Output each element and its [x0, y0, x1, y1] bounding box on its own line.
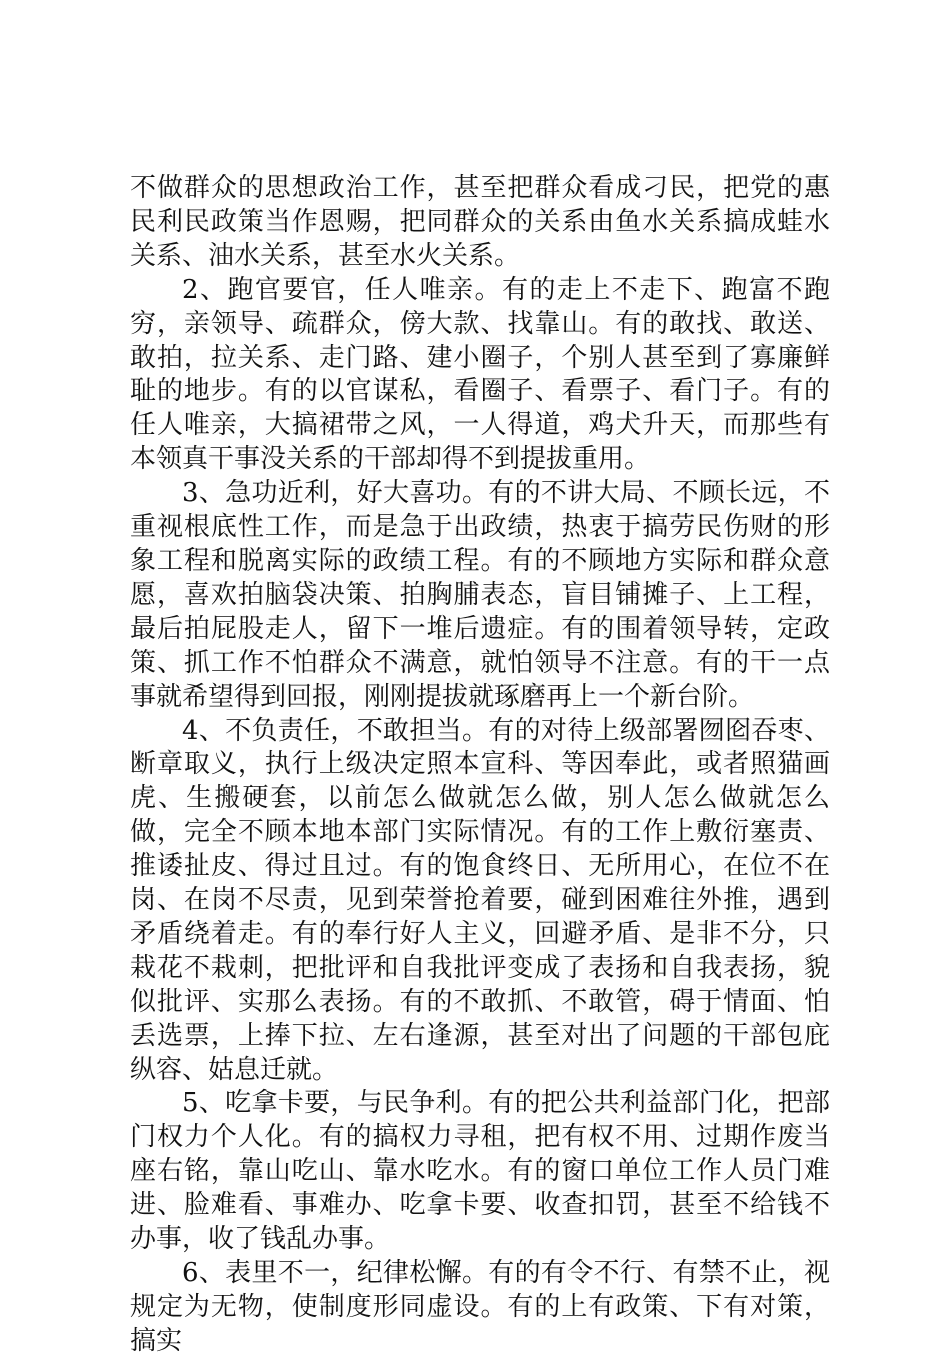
paragraph-item-3: 3、急功近利，好大喜功。有的不讲大局、不顾长远，不重视根底性工作，而是急于出政绩，热衷于搞劳民伤财的形象工程和脱离实际的政绩工程。有的不顾地方实际和群众意愿，喜欢拍脑袋决策、拍胸脯表态，盲目铺摊子、上工程，最后拍屁股走人，留下一堆后遗症。有的围着领导转，定政策、抓工作不怕群众不满意，就怕领导不注意。有的干一点事就希望得到回报，刚刚提拔就琢磨再上一个新台阶。 [130, 478, 830, 712]
document-page [130, 172, 830, 1359]
paragraph-item-2: 2、跑官要官，任人唯亲。有的走上不走下、跑富不跑穷，亲领导、疏群众，傍大款、找靠山。有的敢找、敢送、敢拍，拉关系、走门路、建小圈子，个别人甚至到了寡廉鲜耻的地步。有的以官谋私，看圈子、看票子、看门子。有的任人唯亲，大搞裙带之风，一人得道，鸡犬升天，而那些有本领真干事没关系的干部却得不到提拔重用。 [130, 274, 830, 475]
paragraph-item-6: 6、表里不一，纪律松懈。有的有令不行、有禁不止，视规定为无物，使制度形同虚设。有的上有政策、下有对策，搞实 [130, 1258, 830, 1356]
paragraph-item-5: 5、吃拿卡要，与民争利。有的把公共利益部门化，把部门权力个人化。有的搞权力寻租，把有权不用、过期作废当座右铭，靠山吃山、靠水吃水。有的窗口单位工作人员门难进、脸难看、事难办、吃拿卡要、收查扣罚，甚至不给钱不办事，收了钱乱办事。 [130, 1088, 830, 1255]
paragraph-item-4: 4、不负责任，不敢担当。有的对待上级部署囫囵吞枣、断章取义，执行上级决定照本宣科、等因奉此，或者照猫画虎、生搬硬套，以前怎么做就怎么做，别人怎么做就怎么做，完全不顾本地本部门实际情况。有的工作上敷衍塞责、推诿扯皮、得过且过。有的饱食终日、无所用心，在位不在岗、在岗不尽责，见到荣誉抢着要，碰到困难往外推，遇到矛盾绕着走。有的奉行好人主义，回避矛盾、是非不分，只栽花不栽刺，把批评和自我批评变成了表扬和自我表扬，貌似批评、实那么表扬。有的不敢抓、不敢管，碍于情面、怕丢选票，上捧下拉、左右逢源，甚至对出了问题的干部包庇纵容、姑息迁就。 [130, 715, 830, 1085]
paragraph-continuation: 不做群众的思想政治工作，甚至把群众看成刁民，把党的惠民利民政策当作恩赐，把同群众的关系由鱼水关系搞成蛙水关系、油水关系，甚至水火关系。 [130, 173, 830, 271]
